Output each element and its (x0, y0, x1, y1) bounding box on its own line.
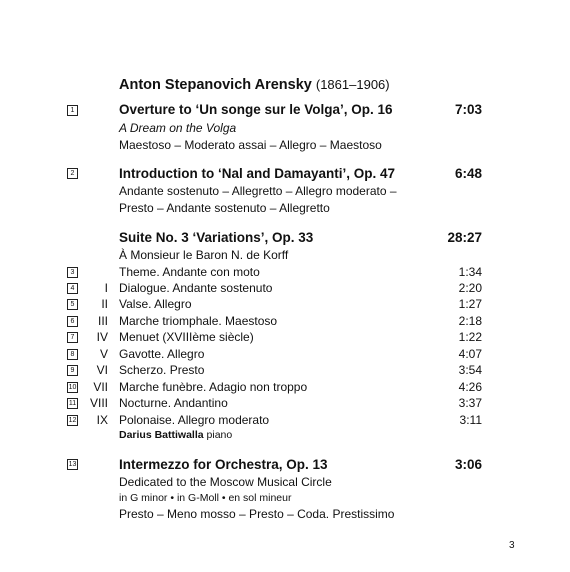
movement-time: 3:11 (459, 413, 482, 427)
movement-roman: III (97, 314, 108, 328)
track-number-box: 2 (67, 168, 78, 179)
movement-roman: VII (93, 380, 108, 394)
suite-dedication: À Monsieur le Baron N. de Korff (119, 248, 289, 262)
track-number-box: 12 (68, 417, 77, 424)
track-number-box: 7 (67, 332, 78, 343)
movement-title: Dialogue. Andante sostenuto (119, 281, 273, 295)
intermezzo-dedication: Dedicated to the Moscow Musical Circle (119, 475, 332, 489)
movement-roman: IV (96, 330, 108, 344)
movement-title: Theme. Andante con moto (119, 265, 260, 279)
movement-time: 4:26 (458, 380, 482, 394)
movement-time: 2:18 (458, 314, 482, 328)
composer-heading (119, 77, 390, 93)
movement-title: Menuet (XVIIIème siècle) (119, 330, 254, 344)
movement-time: 2:20 (458, 281, 482, 295)
suite-duration: 28:27 (447, 230, 482, 245)
performer-name: Darius Battiwalla (119, 429, 204, 441)
track-number-box: 1 (67, 105, 78, 116)
overture-duration: 7:03 (454, 102, 482, 117)
movement-title: Gavotte. Allegro (119, 347, 205, 361)
track-number-box: 4 (67, 283, 78, 294)
suite-title: Suite No. 3 ‘Variations’, Op. 33 (119, 230, 314, 245)
movement-roman: V (99, 347, 108, 361)
intro-duration: 6:48 (454, 166, 482, 181)
intro-tempos-line1: Andante sostenuto – Allegretto – Allegro moderato – (119, 184, 397, 198)
track-number-box: 6 (67, 316, 78, 327)
intermezzo-duration: 3:06 (454, 457, 482, 472)
composer-dates: (1861–1906) (315, 77, 390, 92)
movement-time: 4:07 (458, 347, 482, 361)
intro-title: Introduction to ‘Nal and Damayanti’, Op. 47 (119, 166, 396, 181)
intermezzo-key: in G minor • in G-Moll • en sol mineur (119, 492, 292, 504)
track-number-box: 11 (68, 400, 77, 407)
movement-time: 1:34 (458, 265, 482, 279)
movement-title: Polonaise. Allegro moderato (119, 413, 270, 427)
movement-roman: VIII (89, 396, 108, 410)
overture-subtitle: A Dream on the Volga (119, 121, 237, 135)
intermezzo-tempos: Presto – Meno mosso – Presto – Coda. Prestissimo (119, 507, 395, 521)
intro-tempos-line2: Presto – Andante sostenuto – Allegretto (119, 201, 330, 215)
track-number-box: 8 (67, 349, 78, 360)
movement-time: 3:54 (458, 363, 482, 377)
track-number-box: 3 (67, 267, 78, 278)
track-number-box: 13 (68, 461, 77, 468)
movement-title: Marche triomphale. Maestoso (119, 314, 278, 328)
performer-role: piano (206, 429, 233, 441)
performer-credit (119, 429, 232, 441)
track-number-box: 9 (67, 365, 78, 376)
track-number-box: 5 (67, 299, 78, 310)
movement-roman: I (104, 281, 108, 295)
composer-name: Anton Stepanovich Arensky (119, 77, 312, 93)
movement-roman: II (101, 297, 108, 311)
movement-title: Marche funèbre. Adagio non troppo (119, 380, 308, 394)
movement-time: 1:27 (458, 297, 482, 311)
movement-roman: VI (96, 363, 108, 377)
movement-title: Valse. Allegro (119, 297, 192, 311)
overture-tempos: Maestoso – Moderato assai – Allegro – Maestoso (119, 138, 382, 152)
movement-roman: IX (96, 413, 108, 427)
track-number-box: 10 (68, 384, 77, 391)
page-number: 3 (509, 540, 515, 551)
overture-title: Overture to ‘Un songe sur le Volga’, Op. 16 (119, 102, 393, 117)
movement-time: 3:37 (458, 396, 482, 410)
movement-title: Scherzo. Presto (119, 363, 205, 377)
movement-title: Nocturne. Andantino (119, 396, 228, 410)
movement-time: 1:22 (458, 330, 482, 344)
intermezzo-title: Intermezzo for Orchestra, Op. 13 (119, 457, 328, 472)
